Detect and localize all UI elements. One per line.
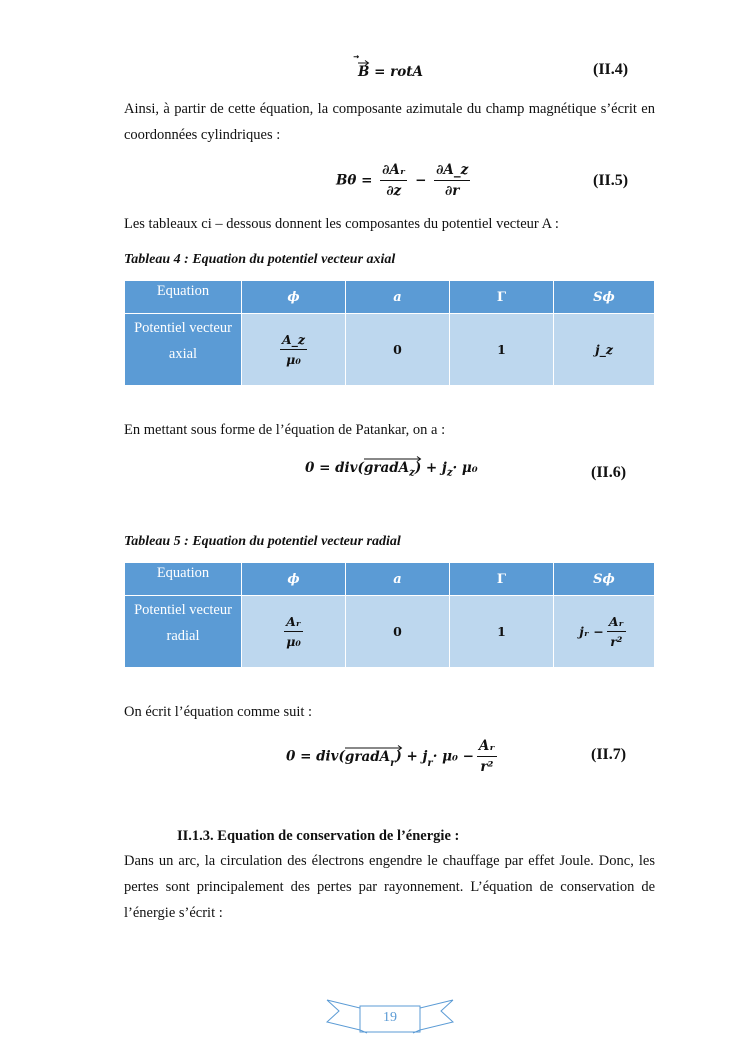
vector-arrow-icon	[345, 745, 403, 751]
table-header-row	[125, 563, 655, 596]
paragraph-3: En mettant sous forme de l’équation de Patankar, on a :	[124, 422, 446, 438]
header-equation: Equation	[125, 281, 242, 314]
header-source: Sϕ	[554, 563, 655, 596]
header-equation: Equation	[125, 563, 242, 596]
equation-ii-4: B = rotA	[358, 64, 423, 80]
equation-number-ii-6: (II.6)	[591, 464, 627, 481]
paragraph-1: Ainsi, à partir de cette équation, la composante azimutale du champ magnétique s’écrit en coordonnées cylindriques :	[124, 101, 655, 143]
cell-gamma: 1	[450, 314, 554, 386]
cell-phi: $\frac{\text{Aᵣ}}{\text{μ₀}}$	[242, 596, 346, 668]
header-a: a	[346, 563, 450, 596]
header-phi: ϕ	[242, 281, 346, 314]
table-header-row	[125, 281, 655, 314]
cell-phi: $\frac{A\_z}{\text{μ₀}}$	[242, 314, 346, 386]
table-row	[125, 314, 655, 386]
header-a: a	[346, 281, 450, 314]
equation-ii-5: Bθ = $\frac{\text{∂Aᵣ}}{\partial z}$ − $\frac{\partial A\_z}{\partial r}$	[336, 162, 469, 199]
equation-number-ii-5: (II.5)	[593, 172, 629, 189]
equation-number-ii-4: (II.4)	[593, 61, 629, 78]
table-row	[125, 596, 655, 668]
page-number: 19	[383, 1010, 397, 1025]
cell-gamma: 1	[450, 596, 554, 668]
table-4	[124, 280, 655, 386]
equation-ii-7: 0 = div( gradA$_r$) + $j_r\cdot \mu_0$ − $\frac{\text{Aᵣ}}{\text{r²}}$	[286, 738, 495, 775]
vector-arrow-icon	[364, 456, 422, 462]
header-gamma: Γ	[450, 563, 554, 596]
row-label: Potentiel vecteur axial	[125, 314, 242, 386]
paragraph-4: On écrit l’équation comme suit :	[124, 704, 313, 720]
header-phi: ϕ	[242, 563, 346, 596]
row-label: Potentiel vecteur radial	[125, 596, 242, 668]
section-heading: II.1.3. Equation de conservation de l’énergie :	[177, 828, 460, 844]
cell-a: 0	[346, 314, 450, 386]
cell-a: 0	[346, 596, 450, 668]
table-5	[124, 562, 655, 668]
cell-source: jᵣ − $\frac{\text{Aᵣ}}{\text{r²}}$	[554, 596, 655, 668]
header-source: Sϕ	[554, 281, 655, 314]
vector-arrow-icon	[358, 60, 370, 66]
table-5-caption: Tableau 5 : Equation du potentiel vecteur radial	[124, 534, 401, 549]
cell-source: j_z	[554, 314, 655, 386]
paragraph-5: Dans un arc, la circulation des électrons engendre le chauffage par effet Joule. Donc, les pertes sont principalement des pertes par rayonnement. L’équation de conservation de l’énergie s’écrit :	[124, 853, 655, 921]
paragraph-2: Les tableaux ci – dessous donnent les composantes du potentiel vecteur A :	[124, 216, 559, 232]
table-4-caption: Tableau 4 : Equation du potentiel vecteur axial	[124, 252, 396, 267]
equation-ii-6: 0 = div( gradA$_z$) + $j_z\cdot \mu_0$	[305, 460, 478, 479]
equation-number-ii-7: (II.7)	[591, 746, 627, 763]
header-gamma: Γ	[450, 281, 554, 314]
